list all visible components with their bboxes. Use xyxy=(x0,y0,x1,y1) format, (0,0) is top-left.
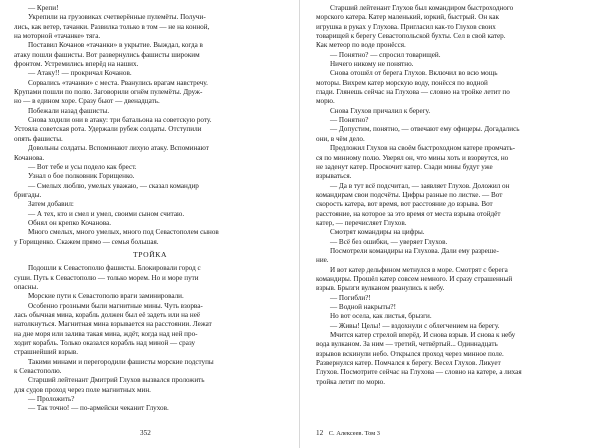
footer-signature-number: 12 xyxy=(316,428,324,437)
text-line: Посмотрели командиры на Глухова. Дали ему разреше- xyxy=(330,246,499,255)
text-line: Укрепили на грузовиках счетверённые пулемёты. Получи- xyxy=(28,13,206,22)
text-line: морю. xyxy=(316,97,335,106)
text-line: Особенно грозными были магнитные мины. Чуть взорва- xyxy=(28,301,203,310)
text-line: — Допустим, понятно, — отвечают ему офицеры. Догадались xyxy=(330,125,520,134)
text-line: Глухов. Посмотрите сейчас на Глухова — словно на катере, а лихая xyxy=(316,368,522,377)
text-line: Довольны солдаты. Вспоминают лихую атаку. Вспоминают xyxy=(28,144,209,153)
text-line: на моторной «тачанке» тяга. xyxy=(14,32,101,41)
text-line: — Понятно? xyxy=(330,116,369,125)
text-line: но — в едином хоре. Сразу бьют — двенадцать. xyxy=(14,97,160,106)
text-line: — А тех, кто и смел и умел, своими сыном считаю. xyxy=(28,209,185,218)
text-line: Сорвались «тачанки» с места. Рванулись врагам навстречу. xyxy=(28,78,208,87)
text-line: Снова отошёл от берега Глухов. Включил во всю мощь xyxy=(330,69,498,78)
footer-signature-text: С. Алексеев. Том 3 xyxy=(328,429,380,437)
text-line: — Атаку!! — прокричал Кочанов. xyxy=(28,69,132,78)
text-line: натолкнуться. Магнитная мина взрывается на расстоянии. Лежат xyxy=(14,320,212,329)
text-line: фронтом. Устремились вперёд на наших. xyxy=(14,60,139,69)
text-line: взрываться. xyxy=(316,172,352,181)
left-page-text-bottom xyxy=(14,264,286,414)
text-line: Побежали назад фашисты. xyxy=(28,106,110,115)
text-line: морского катера. Катер маленький, юркий, быстрый. Он как xyxy=(316,13,499,22)
text-line: катер, — перечисляет Глухов. xyxy=(316,218,407,227)
text-line: ся по минному полю. Уверял он, что мины хоть и взорвутся, но xyxy=(316,153,509,162)
text-line: опасны. xyxy=(14,282,39,291)
text-line: — Так точно! — по-армейски чеканит Глухов. xyxy=(28,404,169,413)
text-line: — Водной накрыты?! xyxy=(330,303,396,311)
text-line: Старший лейтенант Глухов был командиром быстроходного xyxy=(330,4,514,12)
chapter-heading: ТРОЙКА xyxy=(132,249,168,259)
text-line: Затем добавил: xyxy=(28,200,74,209)
text-line: Поставил Кочанов «тачанки» в укрытие. Выждал, когда в xyxy=(28,41,203,50)
text-line: — Живы! Целы! — вздохнули с облегчением на берегу. xyxy=(330,321,500,330)
text-line: Морские пути к Севастополю враги заминировали. xyxy=(28,292,184,301)
text-line: опять фашисты. xyxy=(14,134,63,143)
text-line: скорость катера, вот время, вот расстояние до взрыва. Вот xyxy=(316,200,493,209)
text-line: атаку пошли фашисты. Вот развернулись фашисты широким xyxy=(14,50,200,59)
text-line: И вот катер дельфином метнулся в море. Смотрят с берега xyxy=(330,265,508,274)
book-gutter xyxy=(299,0,300,448)
text-line: — Понятно? — спросил товарищей. xyxy=(330,50,441,59)
text-line: взрывов вскинули небо. Открылся проход через минное поле. xyxy=(316,349,504,358)
text-line: — Вот тебе и усы подело как брест. xyxy=(28,162,137,171)
page-number-left: 352 xyxy=(140,428,151,437)
text-line: Много смелых, много умелых, много под Севастополем сынов xyxy=(28,228,219,237)
text-line: тройка летит по морю. xyxy=(316,377,386,386)
text-line: для судов проход через поле магнитных мин. xyxy=(14,385,151,394)
text-line: они, в чём дело. xyxy=(316,134,365,143)
right-page-text xyxy=(316,4,588,387)
text-line: Снова ходили они в атаку: три батальона на советскую роту. xyxy=(28,116,212,125)
text-line: командиры. Прошёл катер совсем немного. И сразу страшенный xyxy=(316,274,513,283)
text-line: у Горищенко. Скажем прямо — семья большая. xyxy=(14,237,159,246)
text-line: игрушка в руках у Глухова. Пригласил как-то Глухов своих xyxy=(316,22,496,31)
text-line: суши. Путь к Севастополю — только морем. Но и море пути xyxy=(14,273,199,282)
text-line: ние. xyxy=(316,256,329,265)
text-line: Ничего никому не понятно. xyxy=(330,60,414,69)
text-line: лись, как ветер, тачанки. Развилка только в том — не на конной, xyxy=(14,22,210,31)
text-line: Предложил Глухов на своём быстроходном катере промчать- xyxy=(330,144,516,153)
text-line: вода вулканом. За ним — третий, четвёртый... Одиннадцать xyxy=(316,340,498,349)
text-line: Как метеор по воде пронёсся. xyxy=(316,41,406,50)
text-line: к Севастополю. xyxy=(14,367,62,376)
text-line: Смотрят командиры на цифры. xyxy=(330,228,425,237)
text-line: Мчится катер стрелой вперёд. И снова взрыв. И снова к небу xyxy=(330,331,516,340)
text-line: — Смелых люблю, умелых уважаю, — сказал командир xyxy=(28,181,199,190)
text-line: командирам свои подсчёты. Цифры разные по листке. — Вот xyxy=(316,190,503,199)
text-line: товарищей к берегу Севастопольской бухты. Сел в свой катер. xyxy=(316,32,506,41)
text-line: страшнейший взрыв. xyxy=(14,348,79,357)
text-line: Узнал о бое полковник Горищенко. xyxy=(28,172,135,181)
text-line: — Да в тут всё подсчитал, — заявляет Глухов. Доложил он xyxy=(330,181,510,190)
text-line: Снова Глухов причалил к берегу. xyxy=(330,106,431,115)
text-line: Но вот осела, как листья, брызги. xyxy=(330,312,432,321)
text-line: на дне моря или залива такая мина, ждёт, когда над ней про- xyxy=(14,329,198,338)
left-page xyxy=(14,4,286,444)
text-line: Старший лейтенант Дмитрий Глухов вызвался проложить xyxy=(28,376,205,385)
text-line: взрыв. Брызги вулканом рванулись к небу. xyxy=(316,284,445,293)
text-line: — Погибли?! xyxy=(330,293,371,302)
text-line: Устояла советская рота. Удержали рубеж солдаты. Отступили xyxy=(14,125,202,134)
text-line: — Крепи! xyxy=(28,4,59,12)
text-line: лась обычная мина, корабль должен был её задеть или на неё xyxy=(14,311,201,319)
right-page xyxy=(316,4,588,444)
left-page-text-top xyxy=(14,4,286,247)
text-line: Кочанова. xyxy=(14,153,45,162)
text-line: моторы. Вихрем катер морскую воду, понёсся по водной xyxy=(316,78,488,87)
text-line: расстояние, на которое за это время от места взрыва отойдёт xyxy=(316,209,501,218)
text-line: Подошли к Севастополю фашисты. Блокировали город с xyxy=(28,264,201,273)
text-line: Обнял он крепко Кочанова. xyxy=(28,218,112,227)
text-line: — Всё без ошибки, — уверяет Глухов. xyxy=(330,237,448,246)
right-page-footer xyxy=(316,429,380,438)
text-line: не заденут катер. Проскочит катер. Сзади мины будут уже xyxy=(316,162,493,171)
text-line: — Проложить? xyxy=(28,395,75,404)
text-line: Развернулся катер. Помчался к берегу. Весел Глухов. Ликует xyxy=(316,359,501,368)
text-line: ходит корабль. Только оказался корабль над миной — сразу xyxy=(14,339,196,348)
text-line: Такими минами и перегородили фашисты морские подступы xyxy=(28,357,214,366)
text-line: глади. Глянешь сейчас на Глухова — словно на тройке летит по xyxy=(316,88,510,97)
text-line: бригады. xyxy=(14,190,42,199)
text-line: Крупами пошли по полю. Заговорили огнём пулемёты. Друж- xyxy=(14,88,203,97)
